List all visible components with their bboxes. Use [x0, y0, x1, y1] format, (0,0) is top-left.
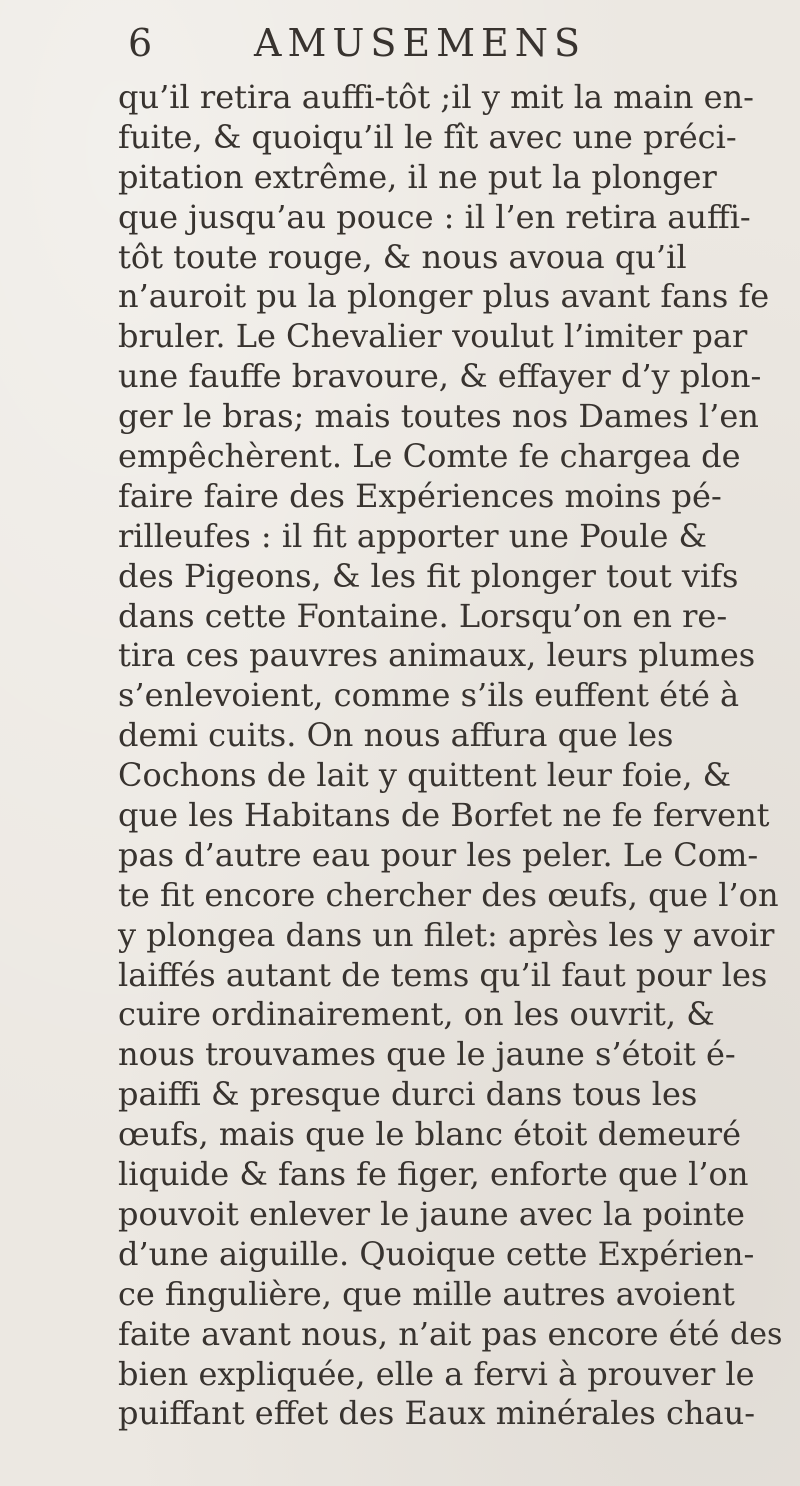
page-header [128, 18, 728, 68]
text-line: ger le bras; mais toutes nos Dames l’en [118, 397, 759, 436]
text-line: faite avant nous, n’ait pas encore été [118, 1314, 720, 1353]
text-line: pitation extrême, il ne put la plonger [118, 157, 717, 196]
text-line: laiffés autant de tems qu’il faut pour les [118, 955, 768, 994]
text-line: tôt toute rouge, & nous avoua qu’il [118, 237, 687, 276]
text-line: pouvoit enlever le jaune avec la pointe [118, 1194, 745, 1233]
catchword: des [730, 1317, 783, 1352]
text-line: liquide & fans fe figer, enforte que l’on [118, 1155, 749, 1194]
text-line: rilleufes : il fit apporter une Poule & [118, 516, 708, 555]
text-line: une fauffe bravoure, & effayer d’y plon- [118, 357, 762, 396]
text-line: demi cuits. On nous affura que les [118, 716, 674, 755]
text-line: bruler. Le Chevalier voulut l’imiter par [118, 317, 748, 356]
text-line: qu’il retira auffi-tôt ;il y mit la main en- [118, 78, 754, 116]
page-number: 6 [128, 21, 153, 65]
text-line: ce fingulière, que mille autres avoient [118, 1274, 735, 1313]
text-line: Cochons de lait y quittent leur foie, & [118, 756, 732, 795]
text-line: dans cette Fontaine. Lorsqu’on en re- [118, 596, 728, 635]
text-line: pas d’autre eau pour les peler. Le Com- [118, 835, 759, 874]
text-line: y plongea dans un filet: après les y avoir [118, 915, 775, 954]
text-line: d’une aiguille. Quoique cette Expérien- [118, 1234, 755, 1273]
text-line: paiffi & presque durci dans tous les [118, 1075, 698, 1114]
text-line: des Pigeons, & les fit plonger tout vifs [118, 556, 739, 595]
text-line: nous trouvames que le jaune s’étoit é- [118, 1035, 736, 1074]
text-line: n’auroit pu la plonger plus avant fans fe [118, 277, 770, 316]
text-line: puiffant effet des Eaux minérales chau- [118, 1394, 755, 1433]
text-line: cuire ordinairement, on les ouvrit, & [118, 995, 715, 1034]
text-line: empêchèrent. Le Comte fe chargea de [118, 437, 741, 476]
text-line: que jusqu’au pouce : il l’en retira auffi- [118, 197, 751, 236]
body-text [118, 78, 790, 1434]
text-line: faire faire des Expériences moins pé- [118, 476, 722, 515]
text-line: que les Habitans de Borfet ne fe fervent [118, 796, 770, 835]
text-line: tira ces pauvres animaux, leurs plumes [118, 636, 756, 675]
text-line: s’enlevoient, comme s’ils euffent été à [118, 676, 740, 715]
text-line: fuite, & quoiqu’il le fît avec une préci- [118, 117, 737, 156]
text-line: te fit encore chercher des œufs, que l’on [118, 875, 779, 914]
running-title: AMUSEMENS [254, 21, 587, 65]
text-line: bien expliquée, elle a fervi à prouver le [118, 1354, 755, 1393]
text-line: œufs, mais que le blanc étoit demeuré [118, 1115, 742, 1154]
